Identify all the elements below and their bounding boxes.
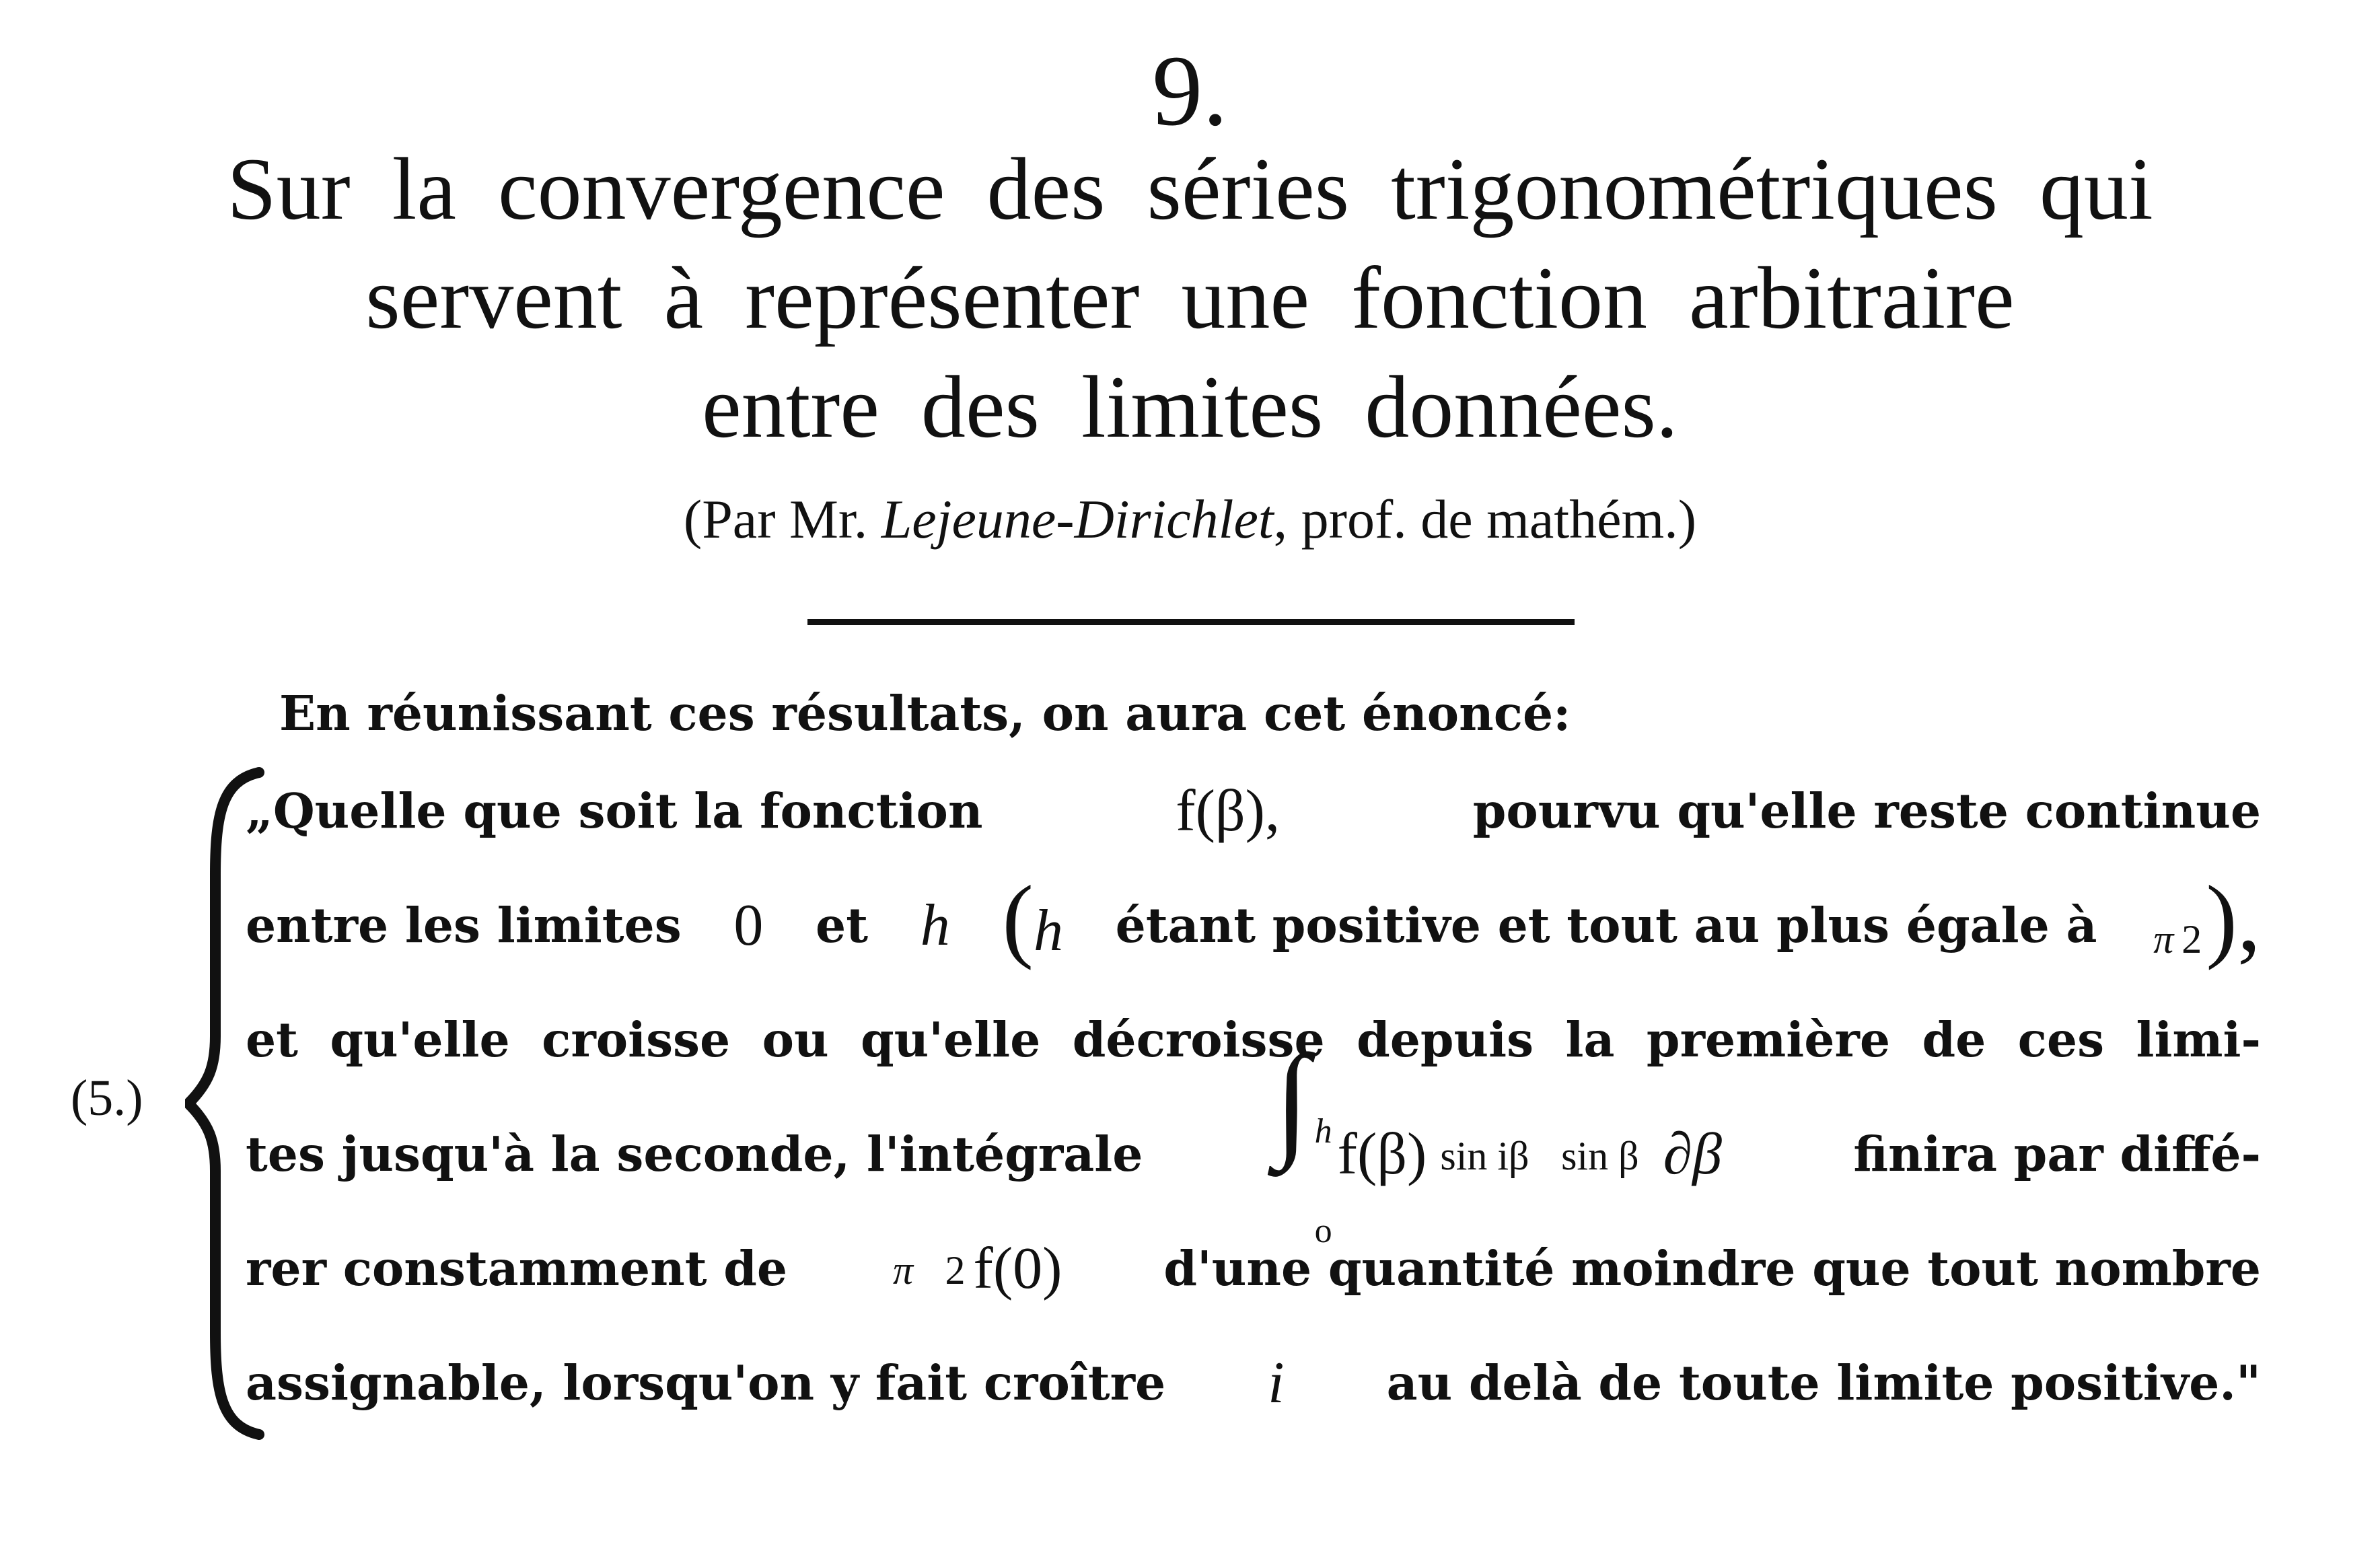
title-line-3: entre des limites données. [702, 357, 1678, 456]
fraction-denominator: 2 [2181, 917, 2202, 962]
integral-group [1274, 1029, 1332, 1250]
line6-text-b: au delà de toute limite positive." [1386, 1354, 2261, 1411]
intro-sentence: En réunissant ces résultats, on aura cet énoncé: [279, 685, 1571, 741]
line4-text-a: tes jusqu'à la seconde, l'intégrale [246, 1126, 1143, 1182]
line2-text-b: et [816, 897, 869, 953]
fraction-pi-over-2 [2149, 910, 2206, 965]
line6-text-a: assignable, lorsqu'on y fait croître [246, 1354, 1166, 1411]
limit-h-2: h [1033, 898, 1063, 964]
line2-text-a: entre les limites [246, 897, 682, 953]
fraction-b-denominator: 2 [945, 1247, 966, 1293]
theorem-line-3 [246, 999, 2261, 1080]
fraction-sin-ratio [1436, 1127, 1643, 1182]
sin-numerator: sin iβ [1440, 1133, 1529, 1178]
byline [0, 486, 2380, 553]
function-f-zero: f(0) [973, 1235, 1062, 1301]
limit-zero: 0 [733, 892, 764, 958]
divider-rule [807, 619, 1575, 625]
limit-h: h [920, 892, 950, 958]
title-line-2: servent à représenter une fonction arbitraire [365, 248, 2015, 347]
equation-label: (5.) [71, 1070, 143, 1126]
left-brace-icon [185, 767, 266, 1440]
line4-text-b: finira par diffé- [1853, 1126, 2261, 1182]
line5-text-b: d'une quantité moindre que tout nombre [1163, 1240, 2261, 1297]
theorem-line-5 [246, 1228, 2261, 1309]
fraction-numerator: π [2153, 917, 2174, 962]
function-f-beta: f(β), [1176, 778, 1280, 844]
byline-rest: , prof. de mathém.) [1273, 488, 1697, 550]
integral-expression [1274, 1029, 1722, 1250]
theorem-line-2 [246, 867, 2261, 971]
integral-sign-icon: ∫ [1274, 1029, 1309, 1171]
line1-text-a: „Quelle que soit la fonction [246, 783, 983, 839]
line1-text-b: pourvu qu'elle reste continue [1472, 783, 2261, 839]
paren-open: ( [1002, 867, 1034, 971]
article-title [121, 135, 2259, 462]
fraction-b-numerator: π [892, 1247, 914, 1293]
theorem-line-1 [246, 770, 2261, 851]
integrand-function: f(β) [1337, 1121, 1427, 1187]
line2-text-c: étant positive et tout au plus égale à [1115, 897, 2097, 953]
variable-i: i [1268, 1350, 1285, 1416]
line2-frac-group [2149, 867, 2261, 971]
integral-upper-limit: h [1314, 1112, 1332, 1151]
theorem-line-6 [246, 1342, 2261, 1423]
section-number: 9. [1152, 35, 1228, 147]
line5-math-group [889, 1235, 1062, 1303]
line2-paren-group [1002, 867, 1063, 971]
differential-d-beta: ∂β [1663, 1121, 1722, 1187]
fraction-pi-over-2-b [889, 1241, 970, 1296]
author-name: Lejeune-Dirichlet [881, 488, 1274, 550]
line5-text-a: rer constamment de [246, 1240, 788, 1297]
sin-denominator: sin β [1561, 1133, 1639, 1178]
title-line-1: Sur la convergence des séries trigonométriques qui [227, 139, 2153, 238]
byline-open: (Par Mr. [683, 488, 868, 550]
integral-lower-limit: o [1314, 1211, 1332, 1250]
line3-text: et qu'elle croisse ou qu'elle décroisse depuis la première de ces limi- [246, 1011, 2261, 1068]
paren-close: ), [2206, 867, 2261, 971]
